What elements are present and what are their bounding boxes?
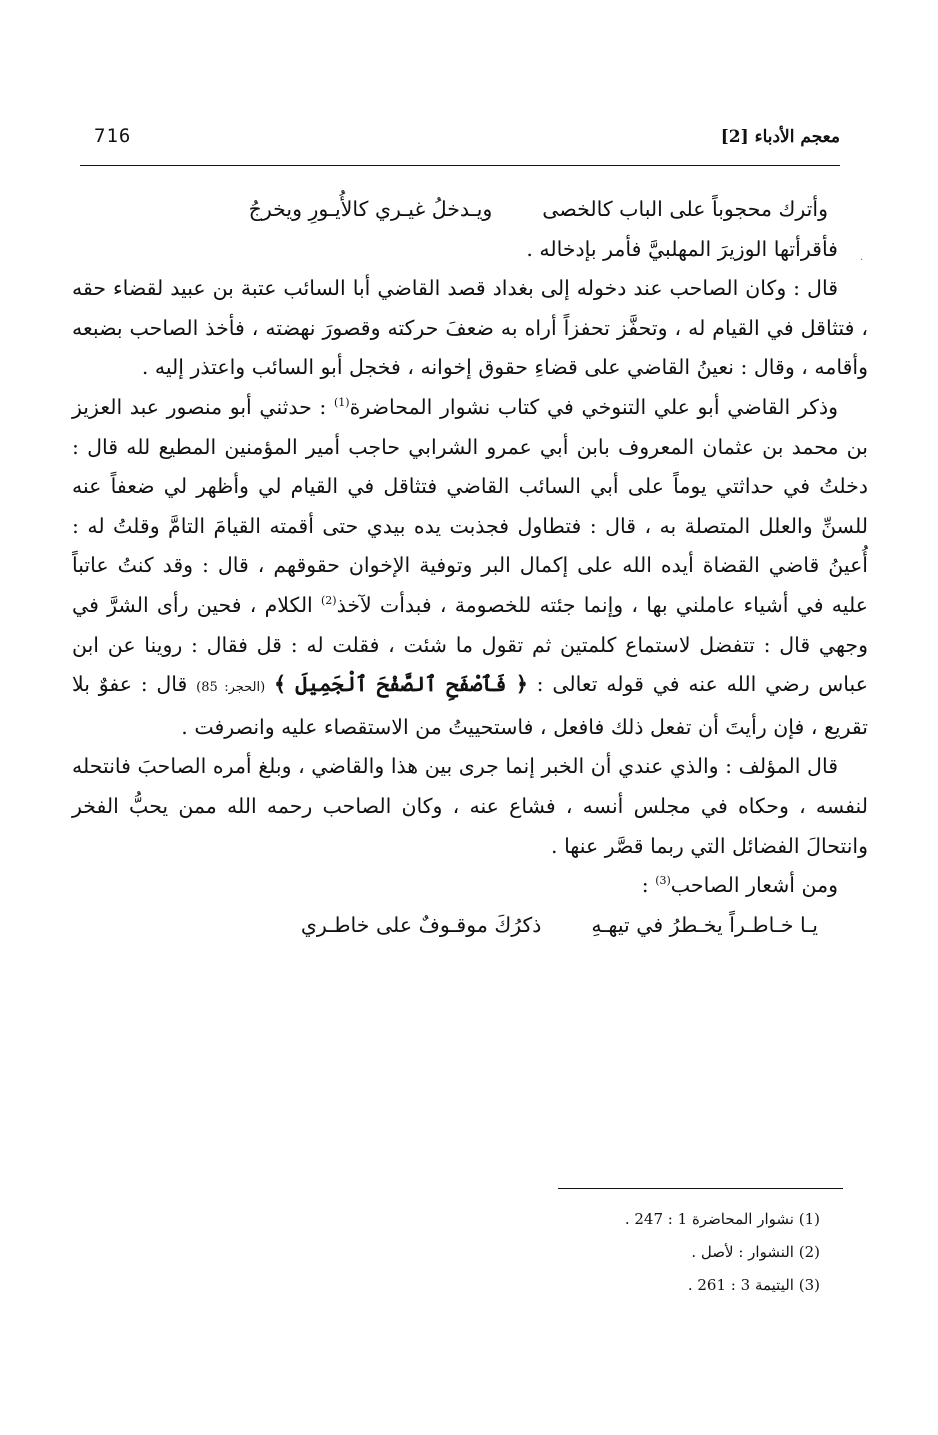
verse-2-right-hemistich: يـا خـاطـراً يخـطرُ في تيهـهِ	[591, 912, 818, 937]
page-number: 716	[94, 125, 132, 147]
paragraph-tanukhi	[72, 388, 868, 747]
quran-verse: ﴿ فَٱصْفَحِ ٱلصَّفْحَ ٱلْجَمِيلَ ﴾	[273, 672, 528, 697]
poems-intro	[72, 866, 868, 906]
poems-intro-colon: :	[641, 873, 649, 898]
footnotes	[460, 1203, 820, 1302]
footnote-3: (3) اليتيمة 3 : 261 .	[687, 1276, 820, 1294]
tanukhi-text-end: قال : عفوٌ بلا تقريع ، فإن رأيتَ أن تفعل ذلك فافعل ، فاستحييتُ من الاستقصاء عليه وانصرفت .	[72, 672, 868, 739]
margin-mark: ·	[860, 255, 864, 266]
footnote-rule	[558, 1188, 843, 1189]
footnote-1: (1) نشوار المحاضرة 1 : 247 .	[624, 1210, 820, 1228]
header-rule	[80, 165, 840, 166]
verse-2-left-hemistich: ذكرُكَ موقـوفٌ على خاطـري	[300, 912, 542, 937]
poem-verse-1	[72, 190, 868, 230]
tanukhi-text-start: وذكر القاضي أبو علي التنوخي في كتاب نشوار المحاضرة	[349, 394, 838, 419]
quran-reference: (الحجر: 85)	[196, 680, 266, 696]
tanukhi-text-main: : حدثني أبو منصور عبد العزيز بن محمد بن عثمان المعروف بابن أبي عمرو الشرابي حاجب أمير المؤمنين المطيع لله قال : دخلتُ في حداثتي يوماً على أبي السائب القاضي فتثاقل في القيام لي وأظهر لي ضعفاً عنه للسنِّ والعلل المتصلة به ، قال : فتطاول فجذبت يده بيدي حتى أقمته القيامَ التامَّ وقلتُ له : أُعينُ قاضي القضاة أيده الله على إكمال البر وتوفية الإخوان حقوقهم ، قال : وقد كنتُ عاتباً عليه في أشياء عاملني بها ، وإنما جئته للخصومة ، فبدأت لآخذ	[72, 394, 868, 617]
poems-intro-text: ومن أشعار الصاحب	[670, 873, 838, 898]
page-header	[80, 125, 840, 155]
verse-1-left-hemistich: وأترك محجوباً على الباب كالخصى	[542, 197, 828, 221]
poem-verse-2	[72, 906, 868, 946]
footnote-2: (2) النشوار : لأصل .	[691, 1243, 820, 1261]
footnote-ref-2: (2)	[320, 594, 337, 608]
verse-1-right-hemistich: ويـدخلُ غيـري كالأُيـورِ ويخرجُ	[248, 197, 493, 221]
footnote-ref-1: (1)	[334, 396, 350, 410]
footnote-ref-3: (3)	[655, 874, 671, 888]
tanukhi-text-cont: الكلام ، فحين رأى الشرَّ في وجهي قال : تتفضل لاستماع كلمتين ثم تقول ما شئت ، فقلت له : قل فقال : روينا عن ابن عباس رضي الله عنه في قوله تعالى :	[72, 592, 868, 697]
main-text	[72, 190, 868, 945]
running-title: معجم الأدباء [2]	[720, 127, 840, 147]
paragraph-abu-al-saib: قال : وكان الصاحب عند دخوله إلى بغداد قصد القاضي أبا السائب عتبة بن عبيد لقضاء حقه ، فتثاقل في القيام له ، وتحفَّز تحفزاً أراه به ضعفَ حركته وقصورَ نهضته ، فأخذ الصاحب بضبعه وأقامه ، وقال : نعينُ القاضي على قضاءِ حقوق إخوانه ، فخجل أبو السائب واعتذر إليه .	[72, 276, 868, 380]
paragraph-author-comment: قال المؤلف : والذي عندي أن الخبر إنما جرى بين هذا والقاضي ، وبلغ أمره الصاحبَ فانتحله لنفسه ، وحكاه في مجلس أنسه ، فشاع عنه ، وكان الصاحب رحمه الله ممن يحبُّ الفخر وانتحالَ الفضائل التي ربما قصَّر عنها .	[72, 754, 868, 858]
paragraph-mohallabi: فأقرأتها الوزيرَ المهلبيَّ فأمر بإدخاله .	[526, 236, 838, 261]
